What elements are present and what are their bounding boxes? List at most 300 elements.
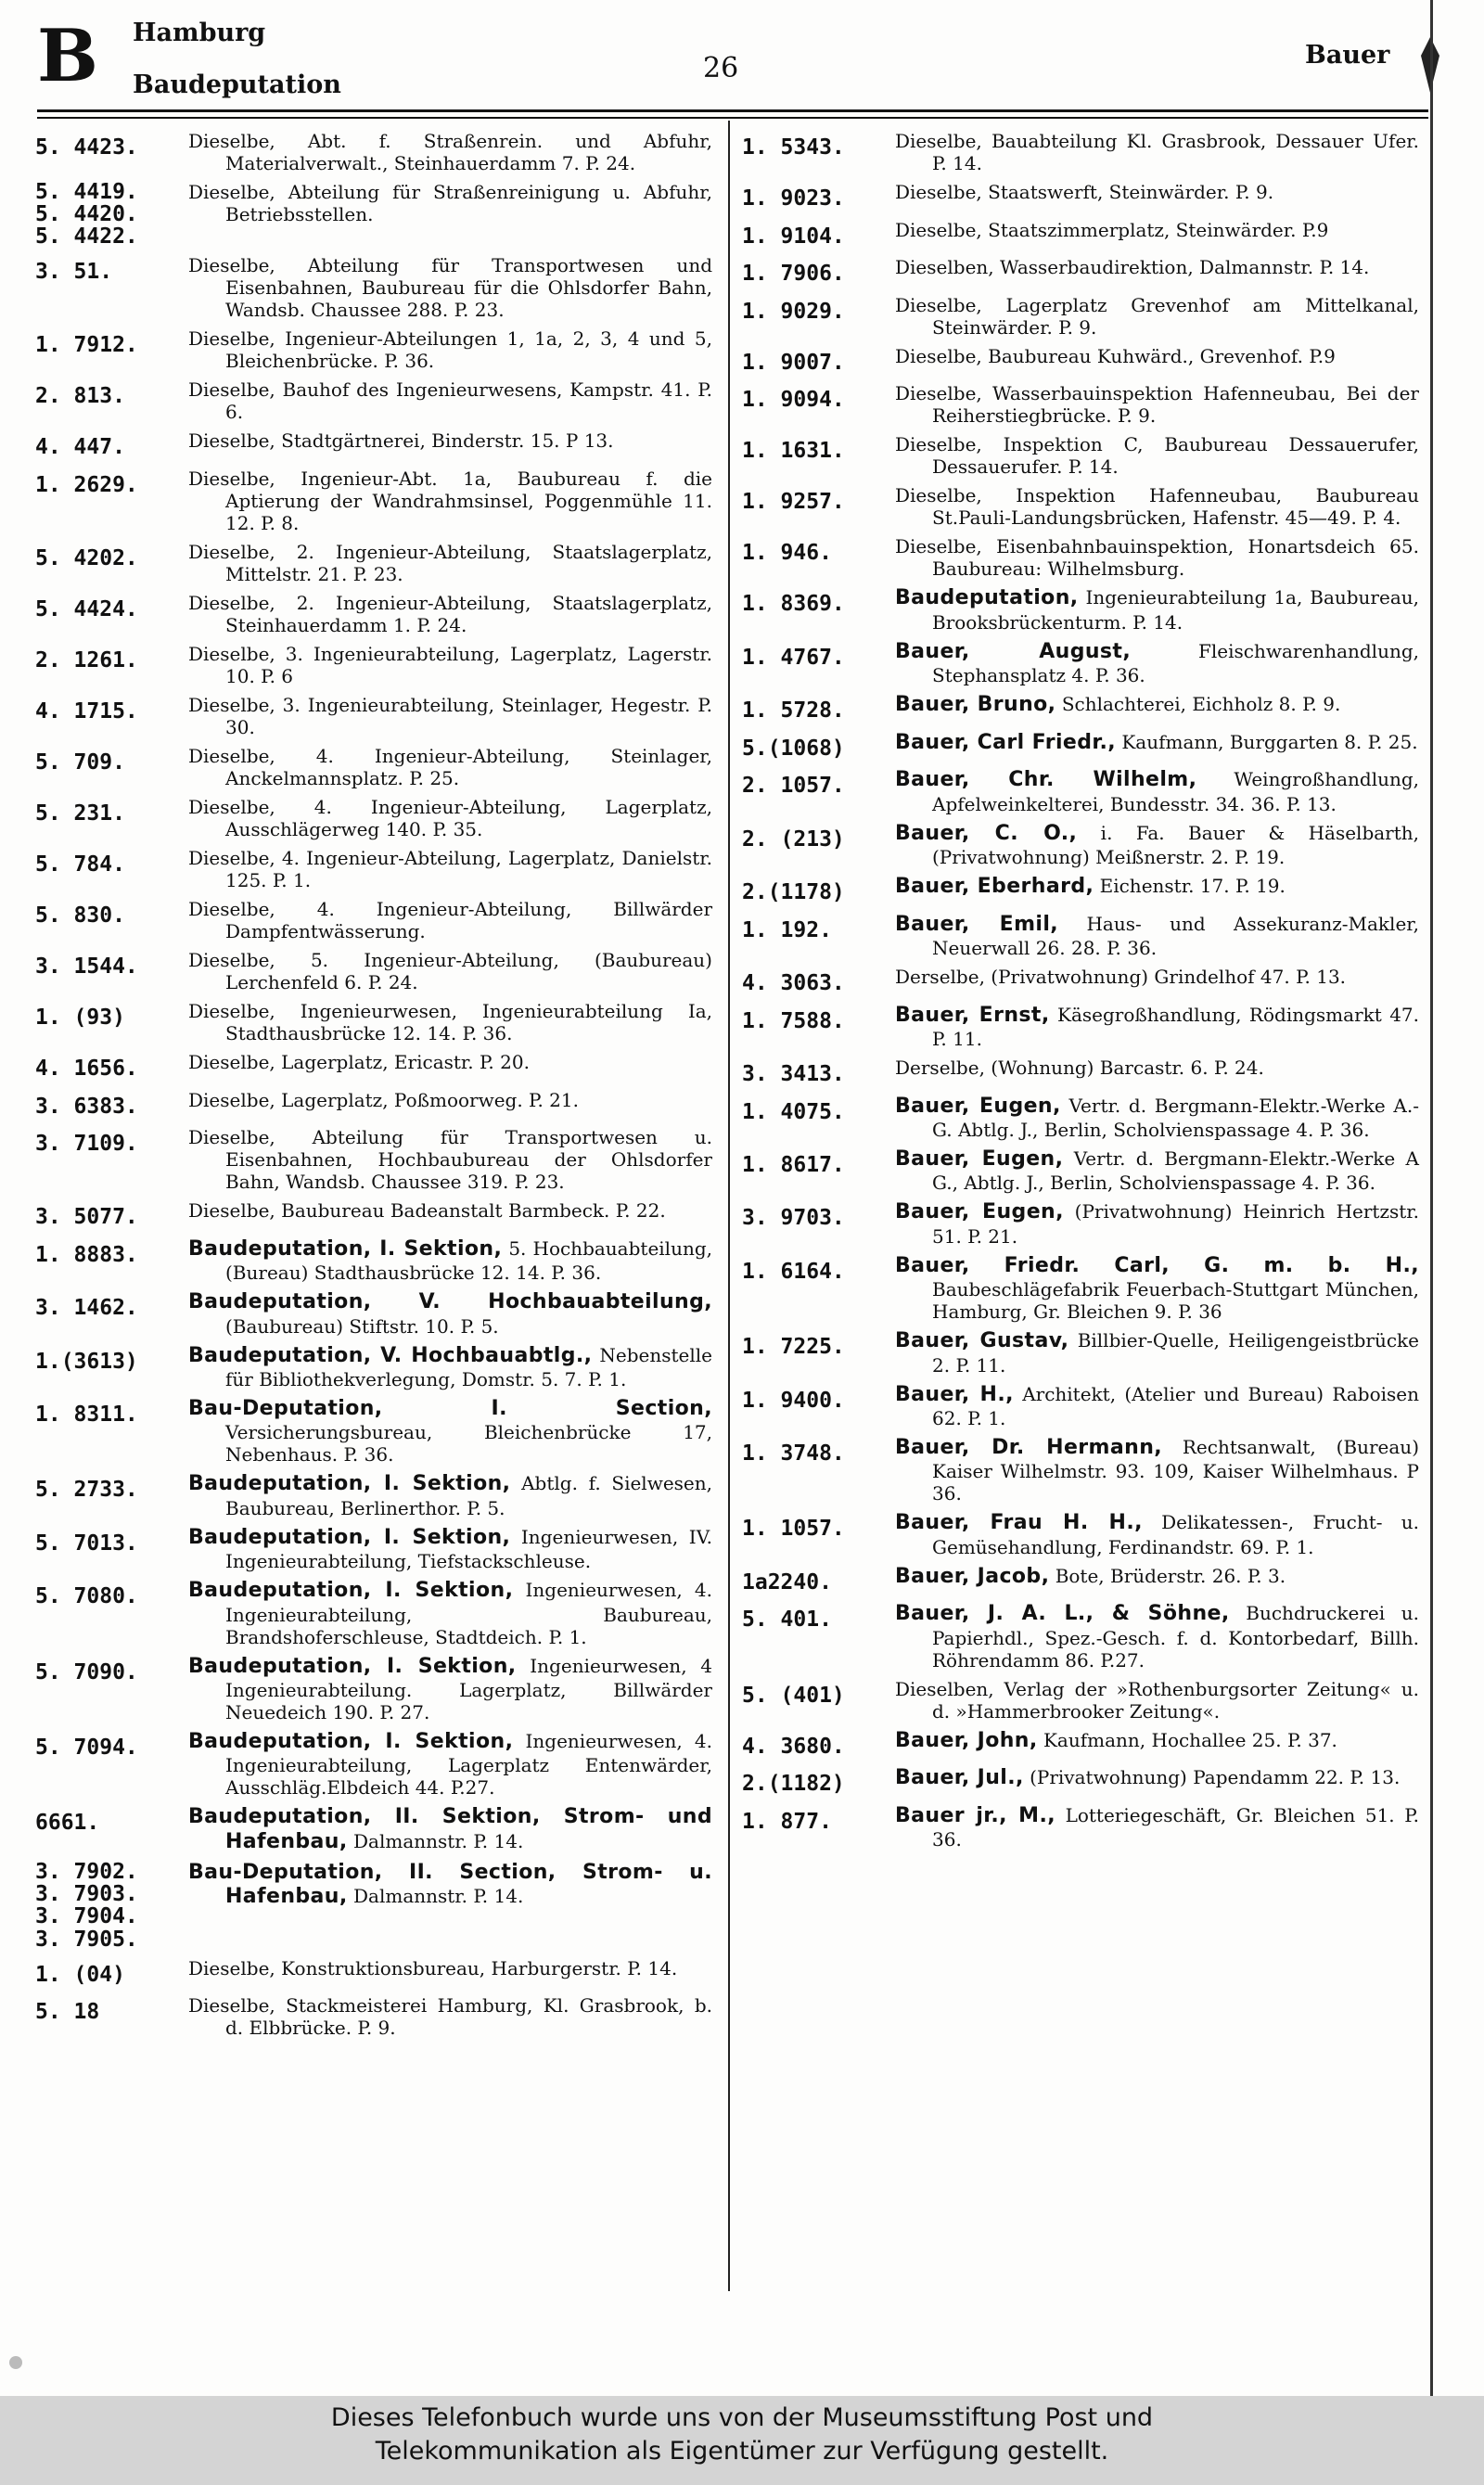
directory-entry — [35, 378, 712, 423]
phone-number: 1. 3748. — [742, 1441, 845, 1467]
phone-number: 1. 8617. — [742, 1153, 845, 1178]
entry-details: Ingenieurwesen, IV. Ingenieurabteilung, Tiefstackschleuse. — [225, 1525, 712, 1573]
entry-details: (Baubureau) Stiftstr. 10. P. 5. — [225, 1314, 499, 1338]
entry-details: Dieselbe, Lagerplatz Grevenhof am Mittelkanal, Steinwärder. P. 9. — [895, 293, 1419, 339]
entry-name: Bauer, Jacob, — [895, 1564, 1050, 1588]
directory-entry — [742, 731, 1419, 762]
entry-text — [895, 586, 1419, 633]
directory-entry — [742, 433, 1419, 478]
entry-name: Bau-Deputation, II. Section, Strom- u. Hafenbau, — [188, 1861, 712, 1909]
phone-number: 5. 2733. — [35, 1478, 138, 1503]
entry-text — [188, 745, 712, 789]
phone-number: 2. (213) — [742, 826, 845, 852]
entry-name: Bauer, John, — [895, 1728, 1038, 1752]
entry-text — [895, 768, 1419, 814]
directory-entry — [35, 1397, 712, 1466]
entry-text — [895, 1329, 1419, 1376]
entry-name: Bauer, Frau H. H., — [895, 1511, 1143, 1535]
directory-entry — [35, 694, 712, 738]
phone-number: 5. 7094. — [35, 1735, 138, 1760]
directory-entry — [742, 345, 1419, 377]
entry-text — [188, 254, 712, 321]
directory-entry — [35, 1861, 712, 1951]
entry-text — [895, 1057, 1419, 1079]
directory-entry — [742, 256, 1419, 288]
entry-details: Dieselbe, Bauhof des Ingenieurwesens, Kampstr. 41. P. 6. — [188, 378, 712, 424]
entry-text — [188, 1290, 712, 1337]
phone-number: 1. (93) — [35, 1006, 125, 1031]
header-rule-top — [37, 109, 1428, 112]
phone-number: 1. 9257. — [742, 490, 845, 515]
entry-text — [895, 382, 1419, 427]
entry-details: Dieselbe, 5. Ingenieur-Abteilung, (Baubureau) Lerchenfeld 6. P. 24. — [188, 949, 712, 994]
entry-details: Vertr. d. Bergmann-Elektr.-Werke A.-G. Abtlg. J., Berlin, Scholvienspassage 4. P. 36. — [932, 1094, 1419, 1142]
page-number: 26 — [703, 52, 739, 84]
entry-text — [895, 219, 1419, 241]
entry-text — [188, 643, 712, 687]
phone-number: 1. 7912. — [35, 333, 138, 358]
directory-entry — [742, 1565, 1419, 1596]
phone-number: 1. 1631. — [742, 439, 845, 464]
directory-entry — [742, 219, 1419, 250]
directory-entry — [35, 949, 712, 993]
entry-text — [895, 484, 1419, 529]
entry-details: 5. Hochbauabteilung, (Bureau) Stadthausbrücke 12. 14. P. 36. — [225, 1236, 712, 1285]
phone-number: 3. 5077. — [35, 1205, 138, 1230]
directory-entry — [742, 294, 1419, 339]
entry-text — [188, 1730, 712, 1799]
header-keyword: Bauer — [1305, 41, 1390, 70]
directory-entry — [35, 1290, 712, 1337]
entry-details: Dieselbe, 4. Ingenieur-Abteilung, Billwärder Dampfentwässerung. — [188, 898, 712, 943]
entry-name: Baudeputation, — [895, 586, 1079, 610]
entry-text — [188, 949, 712, 993]
entry-text — [895, 1766, 1419, 1790]
entry-details: Dieselbe, 2. Ingenieur-Abteilung, Staatslagerplatz, Mittelstr. 21. P. 23. — [188, 541, 712, 586]
directory-entry — [742, 913, 1419, 959]
entry-details: Dieselbe, Bauabteilung Kl. Grasbrook, Dessauer Ufer. P. 14. — [895, 130, 1419, 174]
directory-entry — [742, 1804, 1419, 1851]
entry-name: Bauer, Dr. Hermann, — [895, 1436, 1163, 1460]
footer-notice — [0, 2396, 1484, 2485]
directory-entry — [742, 693, 1419, 724]
entry-details: Ingenieurwesen, 4. Ingenieurabteilung, Baubureau, Brandshoferschleuse, Stadtdeich. P. 1. — [225, 1579, 712, 1648]
phone-number: 1. 946. — [742, 541, 832, 566]
entry-details: Nebenstelle für Bibliothekverlegung, Domstr. 5. 7. P. 1. — [225, 1343, 712, 1390]
directory-entry — [35, 1237, 712, 1284]
entry-text — [895, 822, 1419, 868]
phone-number: 4. 1656. — [35, 1057, 138, 1082]
entry-text — [188, 1051, 712, 1073]
entry-name: Baudeputation, I. Sektion, — [188, 1579, 514, 1603]
phone-number: 1. 877. — [742, 1809, 832, 1834]
entry-details: Dieselbe, Lagerplatz, Poßmoorweg. P. 21. — [188, 1088, 579, 1111]
entry-name: Bauer, Ernst, — [895, 1003, 1050, 1027]
phone-number: 3. 9703. — [742, 1206, 845, 1231]
directory-entry — [35, 1472, 712, 1518]
entry-details: Versicherungsbureau, Bleichenbrücke 17, Nebenhaus. P. 36. — [225, 1421, 712, 1467]
directory-entry — [35, 327, 712, 372]
entry-text — [895, 181, 1419, 203]
phone-number: 1. 5728. — [742, 698, 845, 724]
entry-details: Dieselbe, Inspektion Hafenneubau, Baubureau St.Pauli-Landungsbrücken, Hafenstr. 45—49. P. 4. — [895, 484, 1419, 530]
directory-entry — [742, 1602, 1419, 1671]
entry-name: Bauer, C. O., — [895, 821, 1078, 845]
entry-details: Dieselbe, Abt. f. Straßenrein. und Abfuhr, Materialverwalt., Steinhauerdamm 7. P. 24. — [188, 130, 712, 174]
entry-details: (Privatwohnung) Heinrich Hertzstr. 51. P. 21. — [932, 1200, 1419, 1248]
entry-details: Dieselbe, Eisenbahnbauinspektion, Honartsdeich 65. Baubureau: Wilhelmsburg. — [895, 535, 1419, 581]
entry-text — [188, 1805, 712, 1854]
entry-text — [188, 1472, 712, 1518]
phone-number: 5. (401) — [742, 1683, 845, 1708]
entry-details: Dieselbe, 4. Ingenieur-Abteilung, Lagerplatz, Ausschlägerweg 140. P. 35. — [188, 796, 712, 841]
entry-details: Dieselben, Verlag der »Rothenburgsorter Zeitung« u. d. »Hammerbrooker Zeitung«. — [895, 1677, 1419, 1723]
entry-details: Dieselbe, Konstruktionsbureau, Harburgerstr. P. 14. — [188, 1956, 678, 1979]
header-subtitle: Baudeputation — [133, 70, 341, 99]
phone-number: 1. 9029. — [742, 299, 845, 324]
entry-text — [895, 875, 1419, 899]
directory-entry — [742, 535, 1419, 580]
phone-number: 1. 192. — [742, 917, 832, 942]
directory-entry — [742, 1383, 1419, 1429]
phone-number: 5. 7090. — [35, 1659, 138, 1684]
phone-number: 4. 447. — [35, 435, 125, 460]
entry-text — [188, 1000, 712, 1044]
directory-entry — [35, 181, 712, 248]
phone-number: 3. 1544. — [35, 954, 138, 980]
entry-text — [188, 796, 712, 840]
phone-number: 1.(3613) — [35, 1349, 138, 1374]
phone-number: 1. 9094. — [742, 388, 845, 413]
left-column — [35, 130, 712, 2045]
entry-details: i. Fa. Bauer & Häselbarth, (Privatwohnung) Meißnerstr. 2. P. 19. — [932, 821, 1420, 869]
entry-details: Bote, Brüderstr. 26. P. 3. — [1055, 1564, 1286, 1587]
entry-text — [895, 1602, 1419, 1671]
right-column — [742, 130, 1419, 1857]
phone-number: 5. 784. — [35, 852, 125, 877]
entry-name: Bauer, Carl Friedr., — [895, 730, 1116, 754]
entry-details: Dalmannstr. P. 14. — [353, 1885, 524, 1908]
entry-text — [895, 1436, 1419, 1505]
directory-entry — [742, 181, 1419, 212]
entry-details: Ingenieurabteilung 1a, Baubureau, Brooksbrückenturm. P. 14. — [932, 586, 1419, 634]
directory-entry — [742, 822, 1419, 868]
entry-name: Bauer jr., M., — [895, 1803, 1055, 1827]
entry-name: Baudeputation, I. Sektion, — [188, 1236, 503, 1261]
entry-details: Dieselbe, Staatszimmerplatz, Steinwärder. P.9 — [895, 218, 1329, 241]
entry-text — [188, 847, 712, 891]
directory-entry — [35, 1089, 712, 1121]
entry-details: Eichenstr. 17. P. 19. — [1099, 875, 1286, 898]
phone-number: 1. 9400. — [742, 1388, 845, 1413]
phone-number: 5. 401. — [742, 1608, 832, 1633]
entry-details: (Privatwohnung) Papendamm 22. P. 13. — [1030, 1766, 1401, 1789]
entry-details: Dieselbe, 4. Ingenieur-Abteilung, Steinlager, Anckelmannsplatz. P. 25. — [188, 745, 712, 790]
directory-entry — [742, 382, 1419, 427]
phone-number: 5. 18 — [35, 2000, 100, 2025]
phone-number: 4. 3063. — [742, 971, 845, 996]
directory-entry — [35, 1526, 712, 1572]
entry-text — [188, 694, 712, 738]
entry-details: Dieselbe, Staatswerft, Steinwärder. P. 9. — [895, 181, 1274, 203]
directory-entry — [742, 586, 1419, 633]
phone-number: 3. 7902. 3. 7903. 3. 7904. 3. 7905. — [35, 1860, 138, 1952]
entry-details: Dieselbe, Baubureau Kuhwärd., Grevenhof. P.9 — [895, 344, 1336, 367]
entry-text — [895, 256, 1419, 278]
entry-details: Dieselbe, Abteilung für Straßenreinigung u. Abfuhr, Betriebsstellen. — [188, 181, 712, 225]
entry-text — [188, 327, 712, 372]
phone-number: 1. 8883. — [35, 1242, 138, 1267]
entry-details: Dieselbe, 4. Ingenieur-Abteilung, Lagerplatz, Danielstr. 125. P. 1. — [188, 847, 712, 892]
entry-text — [188, 541, 712, 585]
directory-entry — [742, 768, 1419, 814]
entry-name: Bauer, Eugen, — [895, 1094, 1061, 1118]
entry-details: Vertr. d. Bergmann-Elektr.-Werke A G., Abtlg. J., Berlin, Scholvienspassage 4. P. 36. — [932, 1147, 1419, 1195]
entry-text — [188, 1089, 712, 1111]
entry-text — [895, 693, 1419, 717]
entry-text — [895, 640, 1419, 686]
directory-entry — [35, 1126, 712, 1193]
entry-text — [188, 378, 712, 423]
entry-name: Bauer, August, — [895, 639, 1132, 663]
directory-entry — [35, 592, 712, 636]
entry-details: Rechtsanwalt, (Bureau) Kaiser Wilhelmstr. 93. 109, Kaiser Wilhelmhaus. P 36. — [932, 1436, 1419, 1505]
entry-name: Bauer, H., — [895, 1382, 1014, 1406]
phone-number: 5. 7080. — [35, 1584, 138, 1609]
directory-entry — [742, 484, 1419, 529]
entry-text — [895, 433, 1419, 478]
directory-entry — [742, 640, 1419, 686]
entry-name: Bauer, Jul., — [895, 1766, 1024, 1790]
phone-number: 1. 9104. — [742, 224, 845, 249]
column-separator — [728, 121, 730, 2291]
entry-text — [895, 1511, 1419, 1557]
directory-entry — [35, 1730, 712, 1799]
directory-entry — [742, 1254, 1419, 1323]
phone-number: 2. 1057. — [742, 774, 845, 799]
directory-entry — [35, 541, 712, 585]
directory-entry — [35, 1805, 712, 1854]
phone-number: 3. 7109. — [35, 1132, 138, 1157]
phone-number: 1. 7225. — [742, 1335, 845, 1360]
directory-entry — [35, 1957, 712, 1989]
phone-number: 5. 231. — [35, 801, 125, 826]
directory-entry — [35, 1579, 712, 1647]
entry-text — [895, 966, 1419, 988]
entry-text — [188, 1237, 712, 1284]
entry-details: Dieselbe, Abteilung für Transportwesen und Eisenbahnen, Baubureau für die Ohlsdorfer Bahn, Wandsb. Chaussee 288. P. 23. — [188, 254, 712, 322]
phone-number: 1. 9023. — [742, 186, 845, 211]
phone-number: 1. 1057. — [742, 1517, 845, 1542]
entry-details: Fleischwarenhandlung, Stephansplatz 4. P. 36. — [932, 639, 1419, 687]
phone-number: 2. 1261. — [35, 648, 138, 673]
directory-entry — [742, 1678, 1419, 1723]
entry-details: Dieselbe, Stadtgärtnerei, Binderstr. 15. P 13. — [188, 429, 614, 453]
phone-number: 5. 4419. 5. 4420. 5. 4422. — [35, 180, 138, 250]
phone-number: 2.(1182) — [742, 1772, 845, 1797]
entry-name: Baudeputation, I. Sektion, — [188, 1472, 511, 1496]
phone-number: 1. 4767. — [742, 645, 845, 670]
entry-text — [895, 1147, 1419, 1194]
entry-text — [188, 1861, 712, 1910]
entry-details: Dieselbe, Wasserbauinspektion Hafenneubau, Bei der Reiherstiegbrücke. P. 9. — [895, 382, 1419, 428]
phone-number: 1. (04) — [35, 1962, 125, 1987]
corner-mark — [9, 2356, 22, 2369]
phone-number: 3. 51. — [35, 260, 113, 285]
entry-details: Schlachterei, Eichholz 8. P. 9. — [1061, 693, 1341, 716]
entry-details: Ingenieurwesen, 4. Ingenieurabteilung, Lagerplatz Entenwärder, Ausschläg.Elbdeich 44. P.27. — [225, 1729, 712, 1800]
entry-text — [188, 898, 712, 942]
phone-number: 1. 4075. — [742, 1099, 845, 1124]
directory-entry — [35, 1000, 712, 1044]
phone-number: 6661. — [35, 1811, 100, 1836]
header-rule-bottom — [37, 117, 1428, 119]
section-letter: B — [37, 14, 98, 98]
entry-details: Derselbe, (Wohnung) Barcastr. 6. P. 24. — [895, 1057, 1264, 1080]
phone-number: 5.(1068) — [742, 736, 845, 761]
entry-details: Architekt, (Atelier und Bureau) Raboisen 62. P. 1. — [932, 1382, 1419, 1430]
directory-entry — [742, 130, 1419, 174]
phone-number: 5. 7013. — [35, 1531, 138, 1556]
entry-details: Dieselbe, Ingenieur-Abt. 1a, Baubureau f. die Aptierung der Wandrahmsinsel, Poggenmühle 11. 12. P. 8. — [188, 468, 712, 535]
entry-details: Dalmannstr. P. 14. — [353, 1829, 524, 1852]
directory-entry — [742, 1004, 1419, 1050]
entry-name: Bau-Deputation, I. Section, — [188, 1396, 712, 1420]
phone-number: 1. 8369. — [742, 592, 845, 617]
entry-details: Dieselbe, 3. Ingenieurabteilung, Steinlager, Hegestr. P. 30. — [188, 694, 712, 739]
directory-entry — [742, 1329, 1419, 1376]
directory-entry — [742, 1436, 1419, 1505]
directory-entry — [35, 1051, 712, 1082]
phone-number: 4. 1715. — [35, 699, 138, 724]
entry-details: Ingenieurwesen, 4 Ingenieurabteilung. Lagerplatz, Billwärder Neuedeich 190. P. 27. — [225, 1654, 713, 1723]
entry-text — [895, 1678, 1419, 1723]
entry-details: Dieselbe, Inspektion C, Baubureau Dessauerufer, Dessauerufer. P. 14. — [895, 433, 1419, 479]
entry-text — [895, 294, 1419, 339]
entry-text — [895, 1383, 1419, 1429]
entry-name: Bauer, J. A. L., & Söhne, — [895, 1602, 1230, 1626]
entry-text — [895, 345, 1419, 367]
entry-details: Dieselbe, Lagerplatz, Ericastr. P. 20. — [188, 1051, 530, 1074]
entry-name: Baudeputation, II. Sektion, Strom- und Hafenbau, — [188, 1805, 712, 1853]
phone-number: 1. 9007. — [742, 350, 845, 375]
phone-number: 5. 4423. — [35, 135, 138, 160]
entry-name: Baudeputation, I. Sektion, — [188, 1525, 511, 1549]
entry-details: Dieselbe, Ingenieur-Abteilungen 1, 1a, 2, 3, 4 und 5, Bleichenbrücke. P. 36. — [188, 327, 712, 373]
directory-entry — [35, 254, 712, 321]
phone-number: 1a2240. — [742, 1569, 832, 1595]
directory-entry — [742, 1511, 1419, 1557]
directory-entry — [742, 1729, 1419, 1761]
entry-details: Derselbe, (Privatwohnung) Grindelhof 47. P. 13. — [895, 966, 1347, 989]
entry-details: Dieselbe, Stackmeisterei Hamburg, Kl. Grasbrook, b. d. Elbbrücke. P. 9. — [188, 1994, 712, 2040]
entry-text — [188, 1579, 712, 1647]
entry-name: Bauer, Friedr. Carl, G. m. b. H., — [895, 1253, 1419, 1277]
entry-text — [895, 731, 1419, 755]
directory-entry — [35, 1344, 712, 1390]
entry-details: Buchdruckerei u. Papierhdl., Spez.-Gesch. f. d. Kontorbedarf, Billh. Röhrendamm 86. P.27. — [932, 1602, 1420, 1672]
footer-line-1: Dieses Telefonbuch wurde uns von der Museumsstiftung Post und — [330, 2403, 1154, 2432]
entry-details: Dieselbe, Baubureau Badeanstalt Barmbeck. P. 22. — [188, 1199, 666, 1223]
directory-entry — [742, 966, 1419, 997]
phone-number: 5. 4202. — [35, 546, 138, 571]
entry-text — [895, 1095, 1419, 1141]
entry-text — [188, 468, 712, 534]
entry-details: Dieselbe, Ingenieurwesen, Ingenieurabteilung Ia, Stadthausbrücke 12. 14. P. 36. — [188, 1000, 712, 1045]
directory-entry — [35, 898, 712, 942]
entry-text — [188, 1344, 712, 1390]
phone-number: 1. 5343. — [742, 135, 845, 160]
phone-number: 3. 3413. — [742, 1062, 845, 1087]
entry-text — [188, 1126, 712, 1193]
directory-entry — [742, 1200, 1419, 1247]
directory-entry — [35, 429, 712, 461]
entry-text — [188, 592, 712, 636]
entry-details: Billbier-Quelle, Heiligengeistbrücke 2. P. 11. — [932, 1329, 1420, 1377]
entry-name: Bauer, Gustav, — [895, 1329, 1069, 1353]
phone-number: 1. 2629. — [35, 473, 138, 498]
entry-name: Bauer, Eugen, — [895, 1200, 1064, 1224]
phone-number: 2. 813. — [35, 384, 125, 409]
entry-text — [895, 1254, 1419, 1323]
entry-text — [188, 1655, 712, 1723]
entry-name: Bauer, Emil, — [895, 912, 1059, 936]
entry-text — [895, 1004, 1419, 1050]
directory-entry — [742, 1057, 1419, 1088]
entry-name: Baudeputation, V. Hochbauabtlg., — [188, 1343, 593, 1367]
entry-details: Delikatessen-, Frucht- u. Gemüsehandlung, Ferdinandstr. 69. P. 1. — [932, 1511, 1419, 1558]
directory-entry — [742, 875, 1419, 906]
directory-entry — [35, 643, 712, 687]
page-margin-line — [1430, 0, 1433, 2396]
directory-entry — [35, 847, 712, 891]
entry-text — [895, 130, 1419, 174]
footer-line-2: Telekommunikation als Eigentümer zur Verfügung gestellt. — [375, 2437, 1109, 2466]
phone-number: 4. 3680. — [742, 1734, 845, 1759]
entry-text — [895, 535, 1419, 580]
entry-text — [188, 1994, 712, 2039]
phone-number: 1. 7588. — [742, 1008, 845, 1033]
entry-details: Kaufmann, Hochallee 25. P. 37. — [1043, 1728, 1337, 1751]
entry-details: Haus- und Assekuranz-Makler, Neuerwall 26. 28. P. 36. — [932, 912, 1419, 960]
phone-number: 1. 8311. — [35, 1402, 138, 1427]
entry-text — [895, 913, 1419, 959]
header-city: Hamburg — [133, 19, 266, 47]
entry-text — [188, 1397, 712, 1466]
entry-name: Bauer, Eugen, — [895, 1147, 1064, 1172]
entry-name: Bauer, Chr. Wilhelm, — [895, 768, 1197, 792]
directory-entry — [35, 1199, 712, 1231]
directory-entry — [35, 745, 712, 789]
entry-name: Baudeputation, I. Sektion, — [188, 1729, 514, 1753]
phone-number: 1. 6164. — [742, 1259, 845, 1284]
entry-details: Weingroßhandlung, Apfelweinkelterei, Bundesstr. 34. 36. P. 13. — [932, 768, 1420, 815]
entry-name: Bauer, Eberhard, — [895, 875, 1094, 899]
entry-name: Bauer, Bruno, — [895, 693, 1056, 717]
entry-details: Käsegroßhandlung, Rödingsmarkt 47. P. 11. — [932, 1003, 1419, 1051]
directory-entry — [742, 1147, 1419, 1194]
entry-text — [895, 1804, 1419, 1851]
entry-details: Abtlg. f. Sielwesen, Baubureau, Berlinerthor. P. 5. — [225, 1472, 712, 1519]
directory-entry — [35, 796, 712, 840]
entry-text — [188, 1199, 712, 1222]
entry-name: Baudeputation, V. Hochbauabteilung, — [188, 1290, 712, 1314]
entry-details: Dieselbe, Abteilung für Transportwesen u. Eisenbahnen, Hochbaubureau der Ohlsdorfer Bahn, Wandsb. Chaussee 319. P. 23. — [188, 1126, 712, 1194]
entry-text — [188, 181, 712, 225]
phone-number: 3. 6383. — [35, 1094, 138, 1119]
entry-details: Dieselben, Wasserbaudirektion, Dalmannstr. P. 14. — [895, 256, 1370, 279]
phone-number: 5. 830. — [35, 903, 125, 929]
